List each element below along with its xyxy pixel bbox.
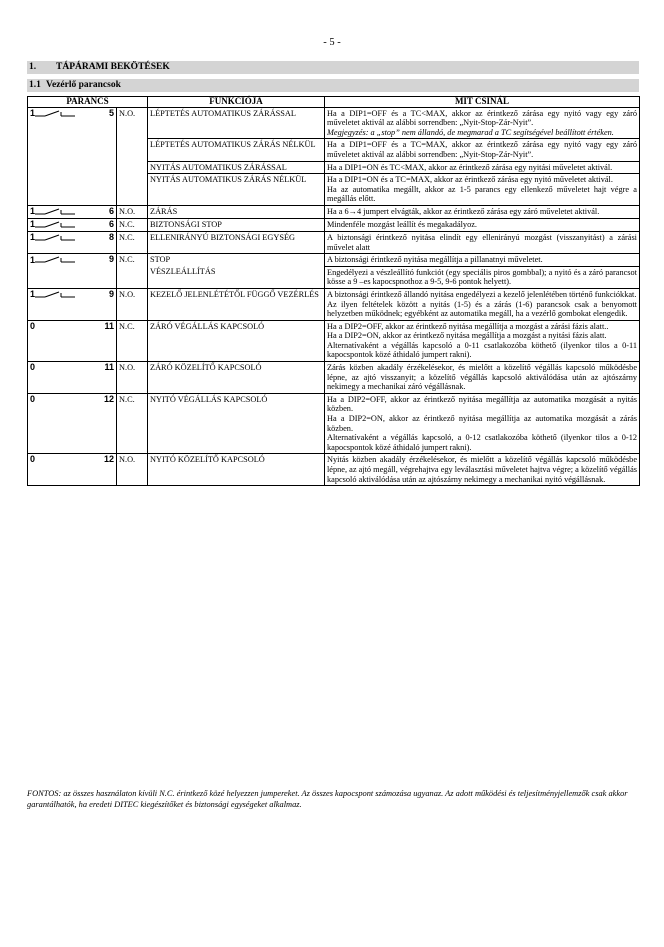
section-heading [27, 61, 639, 74]
function-description [325, 288, 640, 320]
description-line: Alternatívaként a végállás kapcsoló, a 0-12 csatlakozóba köthető (ilyenkor tilos a 0-12 kapocspontok közé áthidaló jumpert rakni). [327, 433, 637, 452]
function-name: VÉSZLEÁLLÍTÁS [148, 266, 325, 288]
contact-type: N.O. [117, 288, 148, 320]
subsection-number: 1.1 [29, 80, 41, 90]
function-name: NYITÁS AUTOMATIKUS ZÁRÁSSAL [148, 161, 325, 174]
command-terminals [28, 393, 117, 454]
table-row [28, 205, 640, 218]
function-name: LÉPTETÉS AUTOMATIKUS ZÁRÁS NÉLKÜL [148, 139, 325, 161]
description-line: A biztonsági érintkező nyitása elindít egy ellenirányú mozgást (visszanyitást) a zárási művelet alatt [327, 232, 637, 252]
contact-switch-icon [35, 290, 79, 300]
function-name: ZÁRÓ KÖZELÍTŐ KAPCSOLÓ [148, 362, 325, 394]
function-name: NYITÓ VÉGÁLLÁS KAPCSOLÓ [148, 393, 325, 454]
header-action: MIT CSINÁL [325, 97, 640, 108]
function-description [325, 161, 640, 174]
table-row [28, 231, 640, 253]
contact-switch-icon [35, 220, 79, 230]
terminal-from: 1 [30, 232, 36, 243]
function-description [325, 139, 640, 161]
table-header-row [28, 97, 640, 108]
terminal-from: 1 [30, 206, 36, 217]
contact-type: N.C. [117, 320, 148, 361]
terminal-from: 1 [30, 219, 36, 230]
description-line: A biztonsági érintkező állandó nyitása engedélyezi a kezelő jelenlétében történő funkciókkat. [327, 289, 637, 299]
command-terminals [28, 205, 117, 218]
function-name: KEZELŐ JELENLÉTÉTŐL FÜGGŐ VEZÉRLÉS [148, 288, 325, 320]
function-name: ZÁRÓ VÉGÁLLÁS KAPCSOLÓ [148, 320, 325, 361]
description-line: Ha a 6→4 jumpert elvágták, akkor az érintkező zárása egy záró műveletet aktivál. [327, 206, 600, 216]
contact-type: N.O. [117, 362, 148, 394]
contact-switch-icon [35, 109, 79, 119]
command-terminals [28, 362, 117, 394]
description-line: Ha a DIP1=OFF és a TC<MAX, akkor az érintkező zárása egy nyitó vagy egy záró műveletet aktivál az alábbi sorrendben: „Nyit-Stop-Zár-Nyit”. [327, 108, 637, 128]
description-line: Ha a DIP2=OFF, akkor az érintkező nyitása megállítja az automatika mozgását a nyitás közben. [327, 394, 637, 414]
function-description [325, 231, 640, 253]
description-line: Zárás közben akadály érzékelésekor, és mielőtt a közelítő végállás kapcsoló működésbe lépne, az ajtó visszanyit; a közelítő végállás kapcsoló aktiválódása után az ajtószárny nekimegy a mechanikai záró végállásnak. [327, 363, 637, 392]
table-row [28, 362, 640, 394]
table-row [28, 218, 640, 231]
terminal-from: 1 [30, 107, 36, 118]
table-row [28, 254, 640, 267]
command-terminals [28, 288, 117, 320]
function-description [325, 205, 640, 218]
function-description [325, 174, 640, 206]
contact-type: N.O. [117, 205, 148, 218]
terminal-from: 1 [30, 254, 36, 265]
command-terminals [28, 254, 117, 289]
description-line: Ha a DIP2=ON, akkor az érintkező nyitása megállítja az automatika mozgását a zárás közben. [327, 414, 637, 433]
terminal-to: 12 [103, 393, 114, 404]
contact-type: N.O. [117, 454, 148, 486]
terminal-to: 12 [103, 454, 114, 465]
table-row [28, 320, 640, 361]
function-name: BIZTONSÁGI STOP [148, 218, 325, 231]
description-line: Ha az automatika megállt, akkor az 1-5 parancs egy ellenkező műveletet hajt végre a megállás előtt. [327, 184, 637, 204]
header-function: FUNKCIÓJA [148, 97, 325, 108]
contact-type: N.C. [117, 254, 148, 289]
description-line: Ha a DIP1=ON és TC<MAX, akkor az érintkező zárása egy nyitási műveletet aktivál. [327, 162, 613, 172]
terminal-to: 11 [104, 320, 114, 331]
description-line: Ha a DIP2=OFF, akkor az érintkező nyitása megállítja a mozgást a zárási fázis alatt.. [327, 321, 609, 331]
terminal-to: 9 [108, 254, 114, 265]
terminal-from: 0 [30, 362, 36, 373]
description-line: Alternatívaként a végállás kapcsoló a 0-11 csatlakozóba köthető (ilyenkor tilos a 0-11 kapocspontok közé áthidaló jumpert rakni). [327, 340, 637, 360]
function-description [325, 320, 640, 361]
footnote: FONTOS: az összes használaton kívüli N.C. érintkező közé helyezzen jumpereket. Az összes kapocspont számozása ugyanaz. Az adott működési és teljesítményjellemzők csak akkor garantálhatók, ha eredeti DITEC kiegészítőket és biztonsági egységeket alkalmaz. [27, 789, 628, 809]
function-name: NYITÓ KÖZELÍTŐ KAPCSOLÓ [148, 454, 325, 486]
terminal-from: 1 [30, 289, 36, 300]
terminal-to: 5 [108, 107, 114, 118]
section-title: TÁPÁRAMI BEKÖTÉSEK [56, 62, 170, 72]
function-name: NYITÁS AUTOMATIKUS ZÁRÁS NÉLKÜL [148, 174, 325, 206]
function-name: ZÁRÁS [148, 205, 325, 218]
header-command: PARANCS [28, 97, 148, 108]
function-name: STOP [148, 254, 325, 267]
page-number: - 5 - [323, 37, 341, 48]
function-name: LÉPTETÉS AUTOMATIKUS ZÁRÁSSAL [148, 107, 325, 139]
subsection-heading [27, 79, 639, 92]
description-line: Ha a DIP1=OFF és a TC=MAX, akkor az érintkező zárása egy nyitó vagy egy záró műveletet aktivál az alábbi sorrendben: „Nyit-Stop-Zár-Nyit”. [327, 140, 637, 159]
description-line: Az ilyen feltételek között a nyitás (1-5) és a zárás (1-6) parancsok csak a benyomott helyzetben működnek; egyébként az automatika megáll, ha a vezérlő gombokat elengedik. [327, 299, 637, 319]
table-row [28, 107, 640, 139]
command-terminals [28, 320, 117, 361]
description-note: Megjegyzés: a „stop” nem állandó, de megmarad a TC segítségével beállított értéken. [327, 127, 614, 137]
description-line: Ha a DIP1=ON és a TC=MAX, akkor az érintkező zárása egy nyitó műveletet aktivál. [327, 175, 613, 185]
function-description [325, 107, 640, 139]
command-terminals [28, 231, 117, 253]
function-name: ELLENIRÁNYÚ BIZTONSÁGI EGYSÉG [148, 231, 325, 253]
terminal-to: 9 [108, 288, 114, 299]
function-description [325, 362, 640, 394]
section-number: 1. [29, 62, 37, 72]
command-terminals [28, 454, 117, 486]
function-description [325, 454, 640, 486]
description-line: A biztonsági érintkező nyitása megállítja a pillanatnyi műveletet. [327, 255, 543, 265]
table-row [28, 288, 640, 320]
function-description [325, 393, 640, 454]
terminal-from: 0 [30, 320, 36, 331]
contact-switch-icon [35, 255, 79, 265]
contact-type: N.C. [117, 218, 148, 231]
commands-table [27, 96, 640, 486]
function-description [325, 254, 640, 267]
function-description [325, 218, 640, 231]
terminal-to: 6 [108, 218, 114, 229]
terminal-from: 0 [30, 454, 36, 465]
function-description [325, 266, 640, 288]
contact-switch-icon [35, 207, 79, 217]
table-row [28, 454, 640, 486]
description-line: Nyitás közben akadály érzékelésekor, és mielőtt a közelítő végállás kapcsoló működésbe lépne, az ajtó megáll, végrehajtva egy leválasztási műveletet hajtva végre; a közelítő végállás kapcsoló aktiválódása után az ajtószárny nekimegy a mechanikai nyitó végállásnak. [327, 455, 637, 484]
contact-type: N.C. [117, 393, 148, 454]
table-row [28, 393, 640, 454]
description-line: Engedélyezi a vészleállító funkciót (egy speciális piros gombbal); a nyitó és a záró parancsot kösse a 9 –es kapocspnothoz a 9-5, 9-6 pontok helyett). [327, 267, 637, 287]
terminal-from: 0 [30, 393, 36, 404]
terminal-to: 11 [104, 362, 114, 373]
contact-type: N.C. [117, 231, 148, 253]
description-line: Ha a DIP2=ON, akkor az érintkező nyitása megállítja a mozgást a nyitási fázis alatt. [327, 331, 607, 341]
terminal-to: 8 [108, 231, 114, 242]
contact-type: N.O. [117, 107, 148, 205]
description-line: Mindenféle mozgást leállít és megakadályoz. [327, 219, 477, 229]
subsection-title: Vezérlő parancsok [46, 80, 121, 90]
command-terminals [28, 218, 117, 231]
terminal-to: 6 [108, 205, 114, 216]
contact-switch-icon [35, 233, 79, 243]
command-terminals [28, 107, 117, 205]
